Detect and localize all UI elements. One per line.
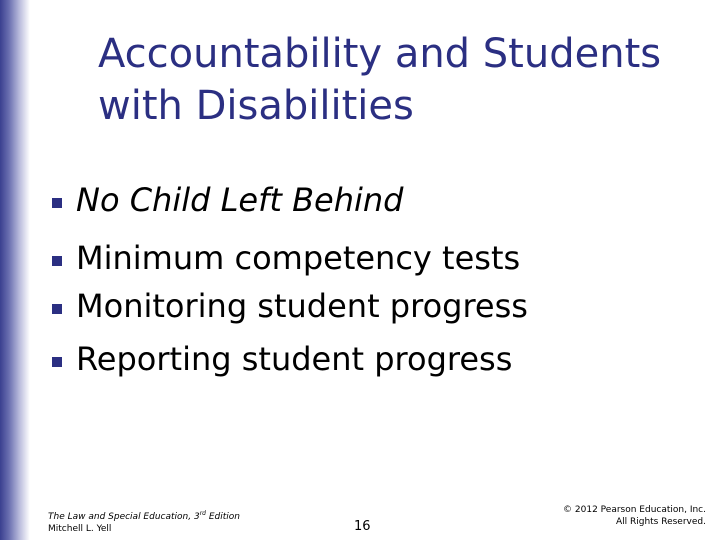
bullet-text: Minimum competency tests	[76, 239, 521, 277]
bullet-text: No Child Left Behind	[76, 181, 404, 219]
page-number: 16	[354, 519, 371, 534]
slide-title-line-1: Accountability and Students	[98, 31, 662, 77]
copyright-line-2: All Rights Reserved.	[615, 517, 706, 527]
side-gradient-band	[0, 0, 30, 540]
square-bullet-icon	[52, 304, 62, 314]
slide-title	[98, 28, 698, 132]
bullet-text: Monitoring student progress	[76, 287, 528, 325]
square-bullet-icon	[52, 256, 62, 266]
footer-book-title: The Law and Special Education, 3	[48, 512, 200, 522]
copyright-line-1: © 2012 Pearson Education, Inc.	[563, 505, 706, 515]
square-bullet-icon	[52, 198, 62, 208]
slide-title-line-2: with Disabilities	[98, 83, 414, 129]
footer-book-info	[48, 508, 240, 535]
footer-edition-word: Edition	[205, 512, 240, 522]
square-bullet-icon	[52, 357, 62, 367]
footer-copyright	[563, 504, 706, 528]
footer-author: Mitchell L. Yell	[48, 524, 112, 534]
bullet-text: Reporting student progress	[76, 340, 513, 378]
footer-edition-sup: rd	[199, 510, 206, 517]
